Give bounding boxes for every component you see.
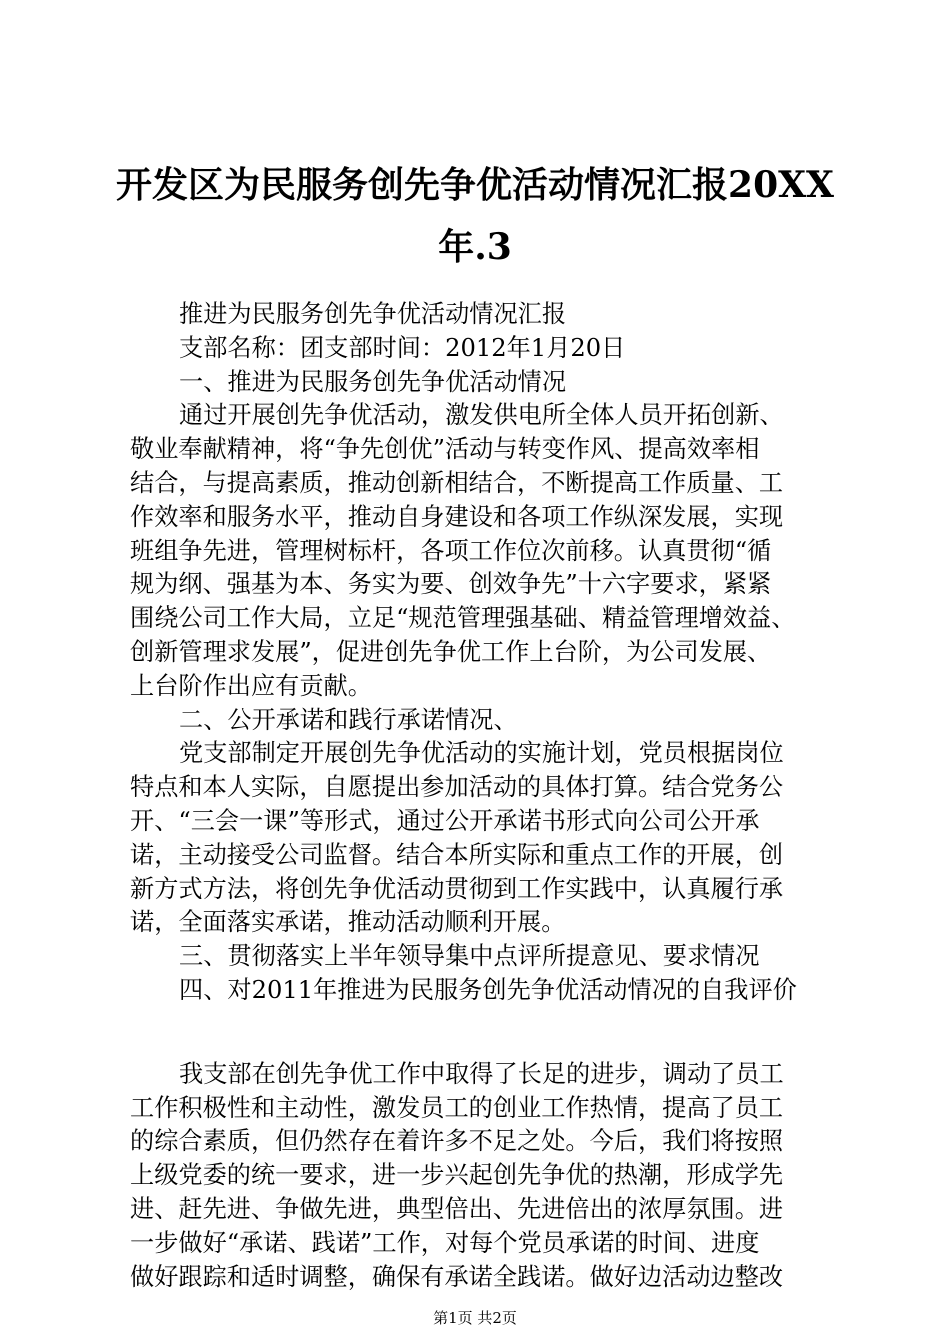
section-1-line: 围绕公司工作大局，立足“规范管理强基础、精益管理增效益、 bbox=[130, 604, 796, 633]
section-4-line: 的综合素质，但仍然存在着许多不足之处。今后，我们将按照 bbox=[130, 1127, 784, 1156]
report-subtitle: 推进为民服务创先争优活动情况汇报 bbox=[179, 300, 567, 328]
page-footer bbox=[0, 1308, 950, 1328]
section-1-line: 敬业奉献精神，将“争先创优”活动与转变作风、提高效率相 bbox=[130, 435, 760, 464]
section-4-line: 一步做好“承诺、践诺”工作，对每个党员承诺的时间、进度 bbox=[130, 1228, 760, 1257]
section-1-heading: 一、推进为民服务创先争优活动情况 bbox=[179, 367, 567, 396]
report-meta: 支部名称：团支部时间：2012年1月20日 bbox=[179, 333, 626, 362]
section-2-line: 党支部制定开展创先争优活动的实施计划，党员根据岗位 bbox=[179, 739, 784, 768]
page-number: 第1页 共2页 bbox=[433, 1309, 517, 1327]
section-2-line: 开、“三会一课”等形式，通过公开承诺书形式向公司公开承 bbox=[130, 806, 760, 835]
section-1-line: 作效率和服务水平，推动自身建设和各项工作纵深发展，实现 bbox=[130, 502, 784, 531]
section-4-line: 做好跟踪和适时调整，确保有承诺全践诺。做好边活动边整改 bbox=[130, 1262, 784, 1291]
section-1-line: 结合，与提高素质，推动创新相结合，不断提高工作质量、工 bbox=[130, 468, 784, 497]
section-1-line: 规为纲、强基为本、务实为要、创效争先”十六字要求，紧紧 bbox=[130, 570, 772, 599]
section-2-line: 特点和本人实际，自愿提出参加活动的具体打算。结合党务公 bbox=[130, 773, 784, 802]
section-2-line: 诺，主动接受公司监督。结合本所实际和重点工作的开展，创 bbox=[130, 840, 784, 869]
section-4-line: 进、赶先进、争做先进，典型倍出、先进倍出的浓厚氛围。进 bbox=[130, 1194, 784, 1223]
paragraph-gap bbox=[130, 1008, 830, 1058]
section-2-line: 新方式方法，将创先争优活动贯彻到工作实践中，认真履行承 bbox=[130, 874, 784, 903]
section-4-line: 工作积极性和主动性，激发员工的创业工作热情，提高了员工 bbox=[130, 1093, 784, 1122]
section-1-line: 上台阶作出应有贡献。 bbox=[130, 671, 372, 700]
section-4-line: 上级党委的统一要求，进一步兴起创先争优的热潮，形成学先 bbox=[130, 1161, 784, 1190]
document-body bbox=[130, 298, 830, 1294]
title-line-2: 年.3 bbox=[438, 226, 512, 268]
section-2-line: 诺，全面落实承诺，推动活动顺利开展。 bbox=[130, 908, 566, 937]
title-line-1: 开发区为民服务创先争优活动情况汇报20XX bbox=[116, 164, 834, 206]
section-4-line: 我支部在创先争优工作中取得了长足的进步，调动了员工 bbox=[179, 1059, 784, 1088]
section-1-line: 通过开展创先争优活动，激发供电所全体人员开拓创新、 bbox=[179, 401, 784, 430]
section-3-heading: 三、贯彻落实上半年领导集中点评所提意见、要求情况 bbox=[179, 942, 760, 971]
section-1-line: 创新管理求发展”，促进创先争优工作上台阶，为公司发展、 bbox=[130, 637, 772, 666]
section-4-heading: 四、对2011年推进为民服务创先争优活动情况的自我评价 bbox=[179, 975, 797, 1004]
section-2-heading: 二、公开承诺和践行承诺情况、 bbox=[179, 705, 518, 734]
section-1-line: 班组争先进，管理树标杆，各项工作位次前移。认真贯彻“循 bbox=[130, 536, 772, 565]
